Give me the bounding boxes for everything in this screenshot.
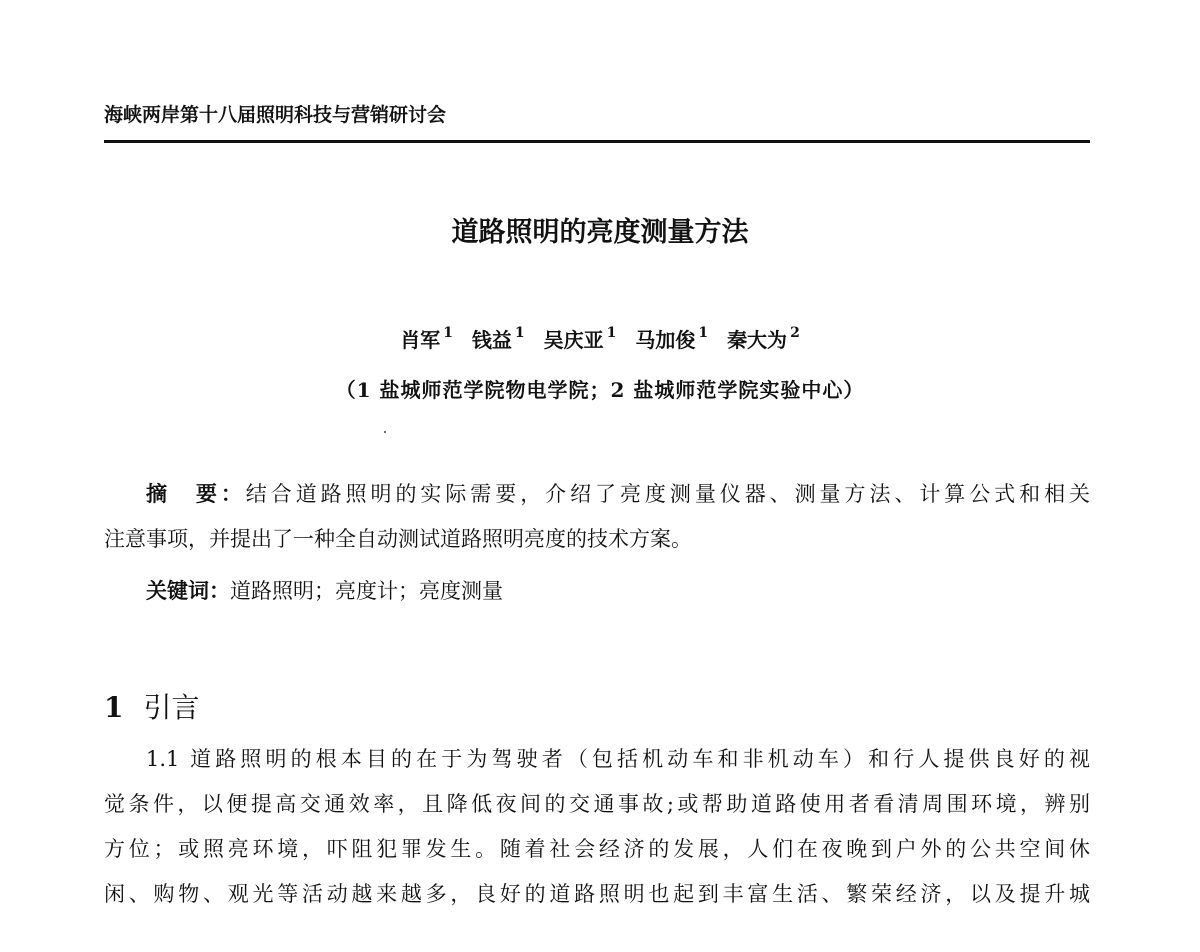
affiliation: （1 盐城师范学院物电学院；2 盐城师范学院实验中心） — [335, 378, 865, 402]
keywords — [146, 575, 503, 605]
body-line: 闲、购物、观光等活动越来越多，良好的道路照明也起到丰富生活、繁荣经济，以及提升城 — [104, 882, 1090, 906]
abstract-label: 摘 要： — [146, 482, 246, 506]
author-affiliation-mark: 1 — [698, 325, 709, 342]
author-affiliation-mark: 1 — [514, 325, 525, 342]
author — [471, 325, 525, 352]
author-name: 马加俊 — [635, 328, 696, 352]
author-list — [0, 324, 1200, 353]
author-affiliation-mark: 1 — [443, 325, 453, 342]
paper-title: 道路照明的亮度测量方法 — [451, 217, 749, 248]
author-affiliation-mark: 2 — [790, 325, 800, 342]
abstract — [104, 472, 1090, 562]
abstract-text: 结合道路照明的实际需要，介绍了亮度测量仪器、测量方法、计算公式和相关 — [245, 482, 1091, 506]
section-number: 1 — [104, 691, 124, 724]
section-title: 引言 — [143, 691, 200, 724]
author — [400, 325, 453, 352]
section-body — [104, 737, 1090, 917]
author-name: 肖军 — [400, 328, 441, 352]
author-name: 秦大为 — [727, 328, 788, 352]
author — [635, 325, 709, 352]
header-rule — [104, 140, 1090, 143]
abstract-line — [104, 472, 1090, 517]
body-line: 方位；或照亮环境，吓阻犯罪发生。随着社会经济的发展，人们在夜晚到户外的公共空间休 — [104, 837, 1090, 861]
scan-speck — [384, 431, 386, 433]
author-name: 钱益 — [471, 328, 512, 352]
body-line: 1.1 道路照明的根本目的在于为驾驶者（包括机动车和非机动车）和行人提供良好的视 — [146, 747, 1090, 771]
running-header: 海峡两岸第十八届照明科技与营销研讨会 — [104, 104, 447, 126]
body-line: 觉条件，以便提高交通效率，且降低夜间的交通事故;或帮助道路使用者看清周围环境，辨别 — [104, 792, 1090, 816]
keywords-text: 道路照明；亮度计；亮度测量 — [230, 579, 503, 603]
author — [543, 325, 617, 352]
author — [727, 325, 800, 352]
author-name: 吴庆亚 — [543, 328, 604, 352]
author-affiliation-mark: 1 — [606, 325, 617, 342]
keywords-label: 关键词： — [146, 579, 230, 603]
abstract-line: 注意事项，并提出了一种全自动测试道路照明亮度的技术方案。 — [104, 527, 692, 551]
section-heading — [104, 686, 200, 726]
